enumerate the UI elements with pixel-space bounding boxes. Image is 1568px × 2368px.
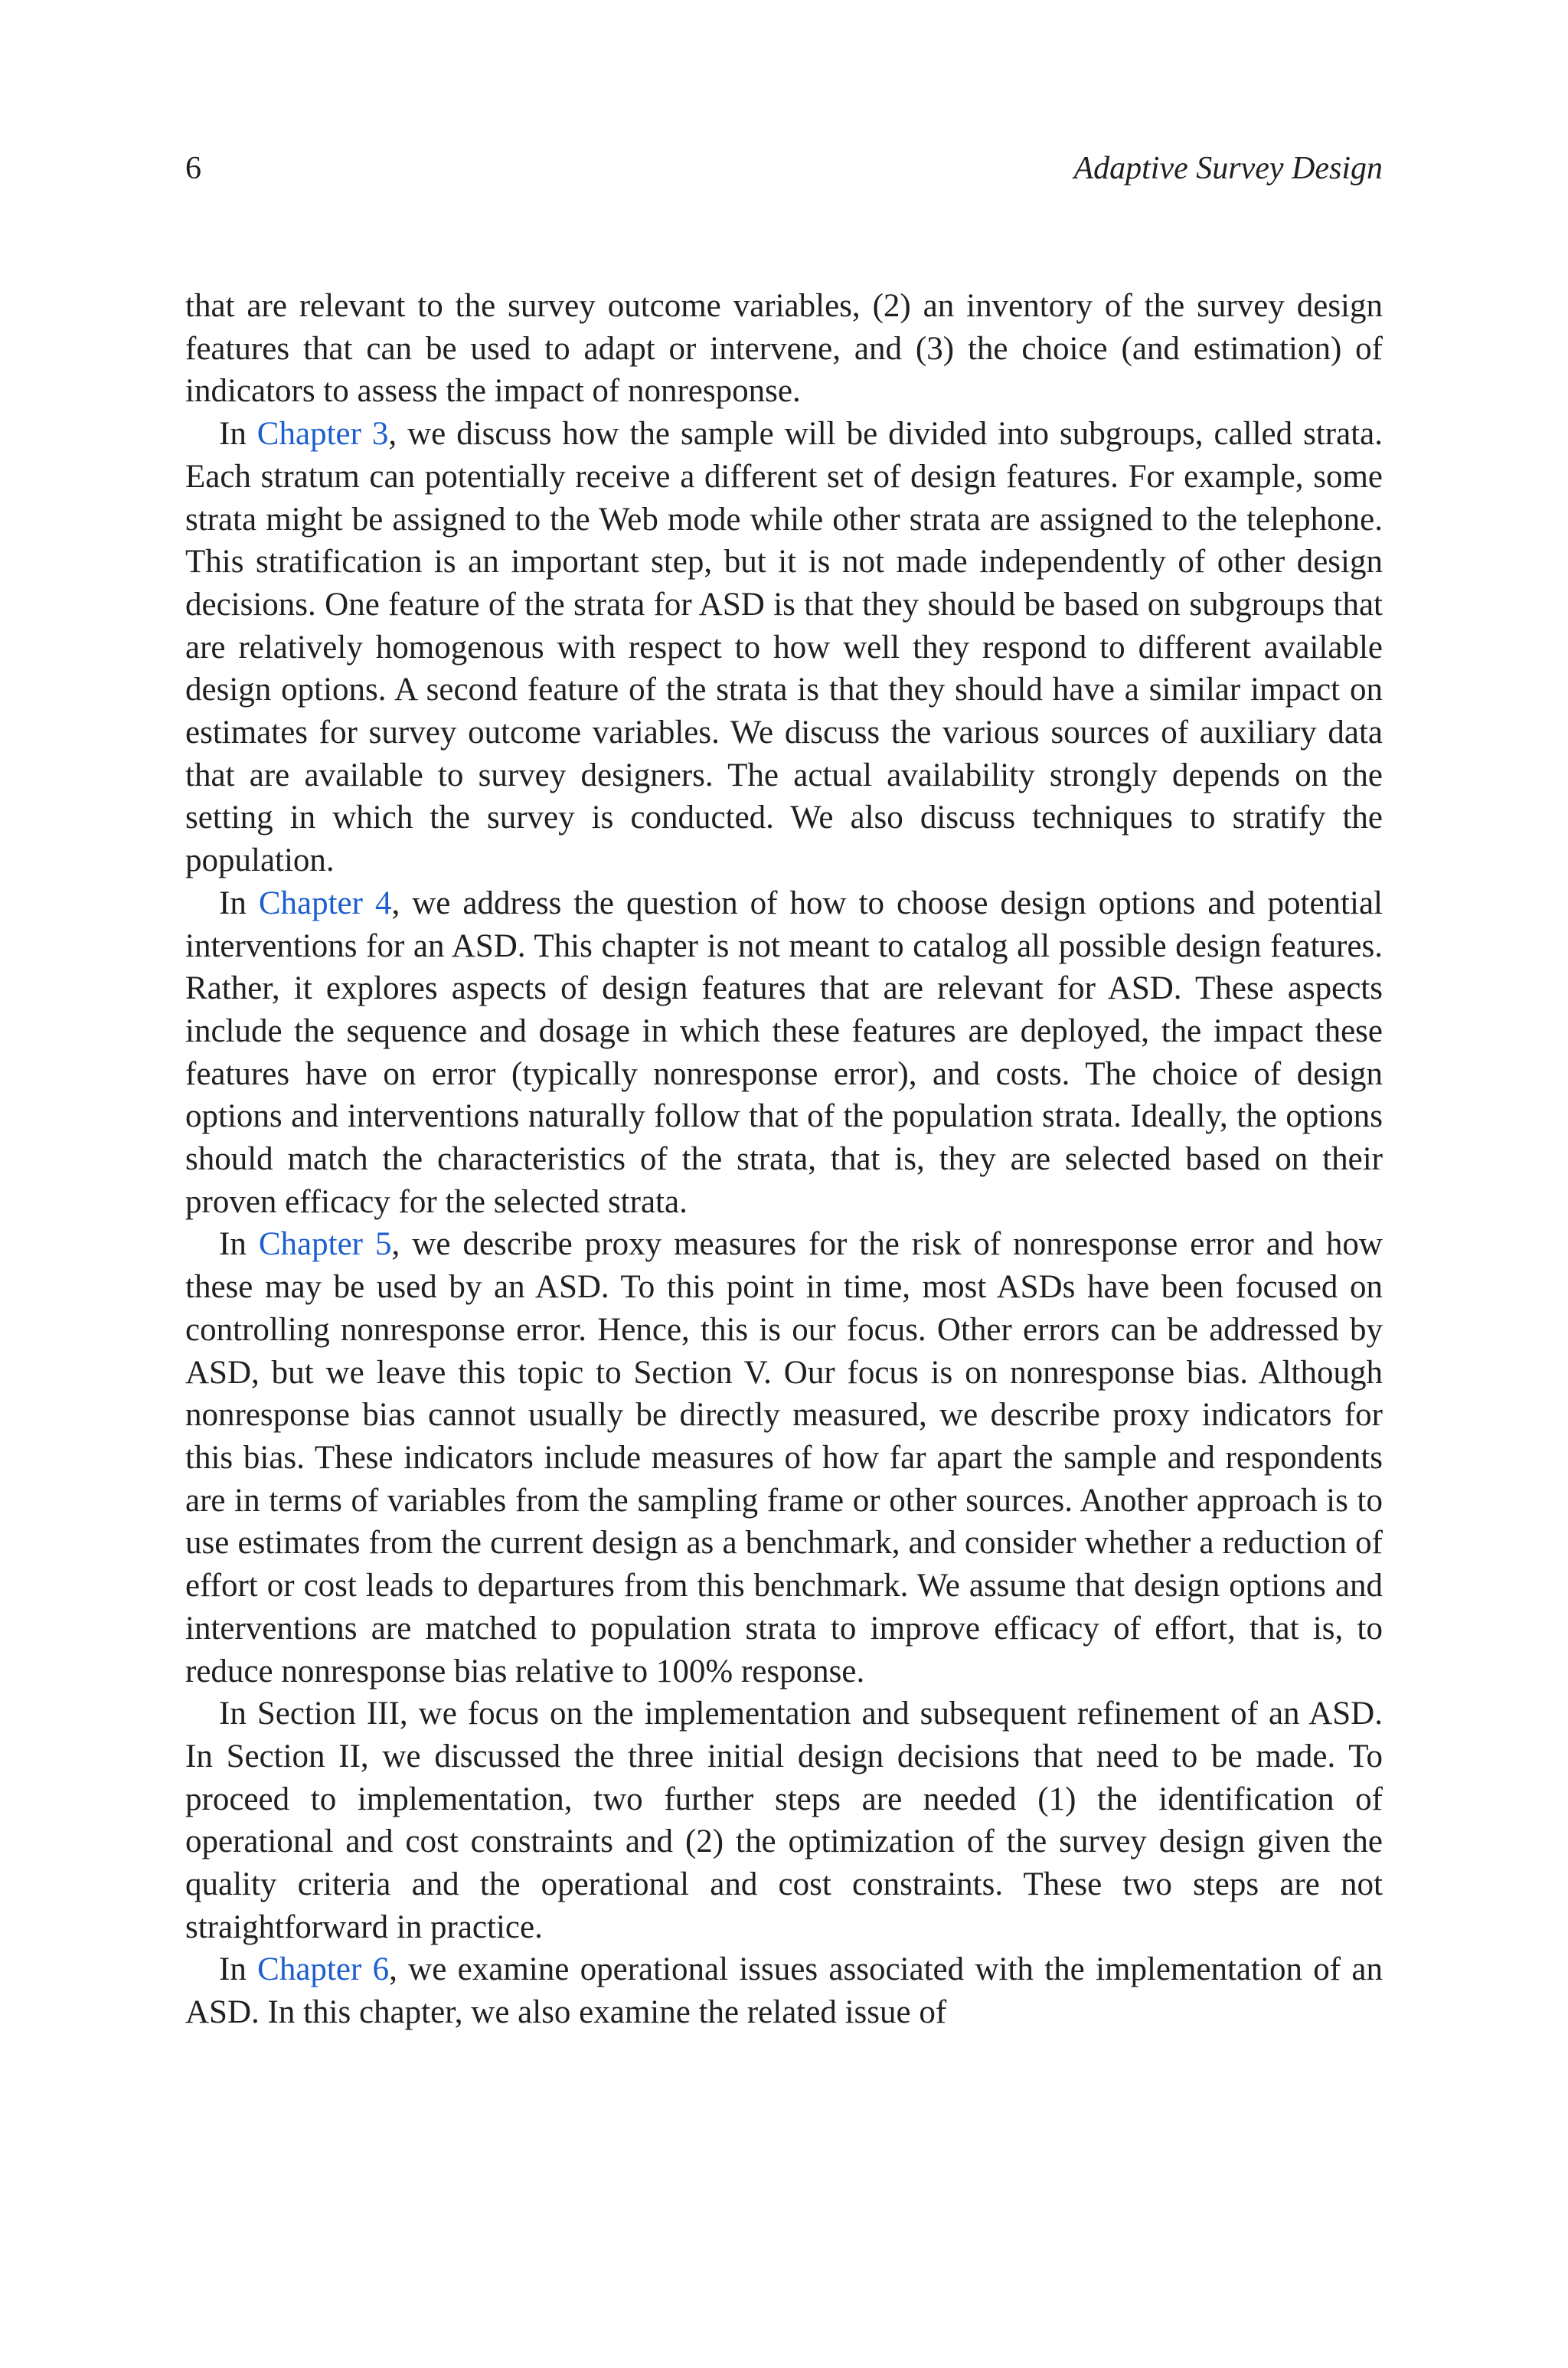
- paragraph-lead: In: [219, 416, 257, 453]
- paragraph-text: , we address the question of how to choose design options and potential interventions for an ASD. This chapter is not meant to catalog all possible design features. Rather, it explores aspects of design features that are relevant for ASD. These aspects include the sequence and dosage in which these features are deployed, the impact these features have on error (typically nonresponse error), and costs. The choice of design options and interventions naturally follow that of the population strata. Ideally, the options should match the characteristics of the strata, that is, they are selected based on their proven efficacy for the selected strata.: [185, 885, 1383, 1220]
- chapter-6-link[interactable]: Chapter 6: [257, 1951, 390, 1988]
- chapter-5-link[interactable]: Chapter 5: [258, 1226, 392, 1263]
- paragraph-chapter-4: [185, 882, 1383, 1224]
- chapter-3-link[interactable]: Chapter 3: [256, 416, 389, 453]
- paragraph-text: , we describe proxy measures for the risk of nonresponse error and how these may be used by an ASD. To this point in time, most ASDs have been focused on controlling nonresponse error. Hence, this is our focus. Other errors can be addressed by ASD, but we leave this topic to Section V. Our focus is on nonresponse bias. Although nonresponse bias cannot usually be directly measured, we describe proxy indicators for this bias. These indicators include measures of how far apart the sample and respondents are in terms of variables from the sampling frame or other sources. Another approach is to use estimates from the current design as a benchmark, and consider whether a reduction of effort or cost leads to departures from this benchmark. We assume that design options and interventions are matched to population strata to improve efficacy of effort, that is, to reduce nonresponse bias relative to 100% response.: [185, 1226, 1383, 1689]
- paragraph-chapter-5: [185, 1223, 1383, 1693]
- body-text: [185, 285, 1383, 2034]
- paragraph-lead: In: [219, 1226, 259, 1263]
- running-title: Adaptive Survey Design: [1073, 151, 1383, 186]
- running-header: [185, 146, 1383, 191]
- paragraph-lead: In: [219, 885, 259, 921]
- paragraph-chapter-3: [185, 413, 1383, 882]
- paragraph-text: , we examine operational issues associated with the implementation of an ASD. In this chapter, we also examine the related issue of: [185, 1951, 1383, 2031]
- paragraph-lead: In: [219, 1951, 258, 1988]
- paragraph-section-3: In Section III, we focus on the implementation and subsequent refinement of an ASD. In Section II, we discussed the three initial design decisions that need to be made. To proceed to implementation, two further steps are needed (1) the identification of operational and cost constraints and (2) the optimization of the survey design given the quality criteria and the operational and cost constraints. These two steps are not straightforward in practice.: [185, 1696, 1383, 1945]
- paragraph-chapter-6: [185, 1948, 1383, 2033]
- paragraph-text: , we discuss how the sample will be divided into subgroups, called strata. Each stratum can potentially receive a different set of design features. For example, some strata might be assigned to the Web mode while other strata are assigned to the telephone. This stratification is an important step, but it is not made independently of other design decisions. One feature of the strata for ASD is that they should be based on subgroups that are relatively homogenous with respect to how well they respond to different available design options. A second feature of the strata is that they should have a similar impact on estimates for survey outcome variables. We discuss the various sources of auxiliary data that are available to survey designers. The actual availability strongly depends on the setting in which the survey is conducted. We also discuss techniques to stratify the population.: [185, 416, 1383, 879]
- chapter-4-link[interactable]: Chapter 4: [258, 885, 392, 921]
- page-number: 6: [185, 151, 201, 186]
- paragraph-continuation: that are relevant to the survey outcome variables, (2) an inventory of the survey design features that can be used to adapt or intervene, and (3) the choice (and estimation) of indicators to assess the impact of nonresponse.: [185, 288, 1383, 410]
